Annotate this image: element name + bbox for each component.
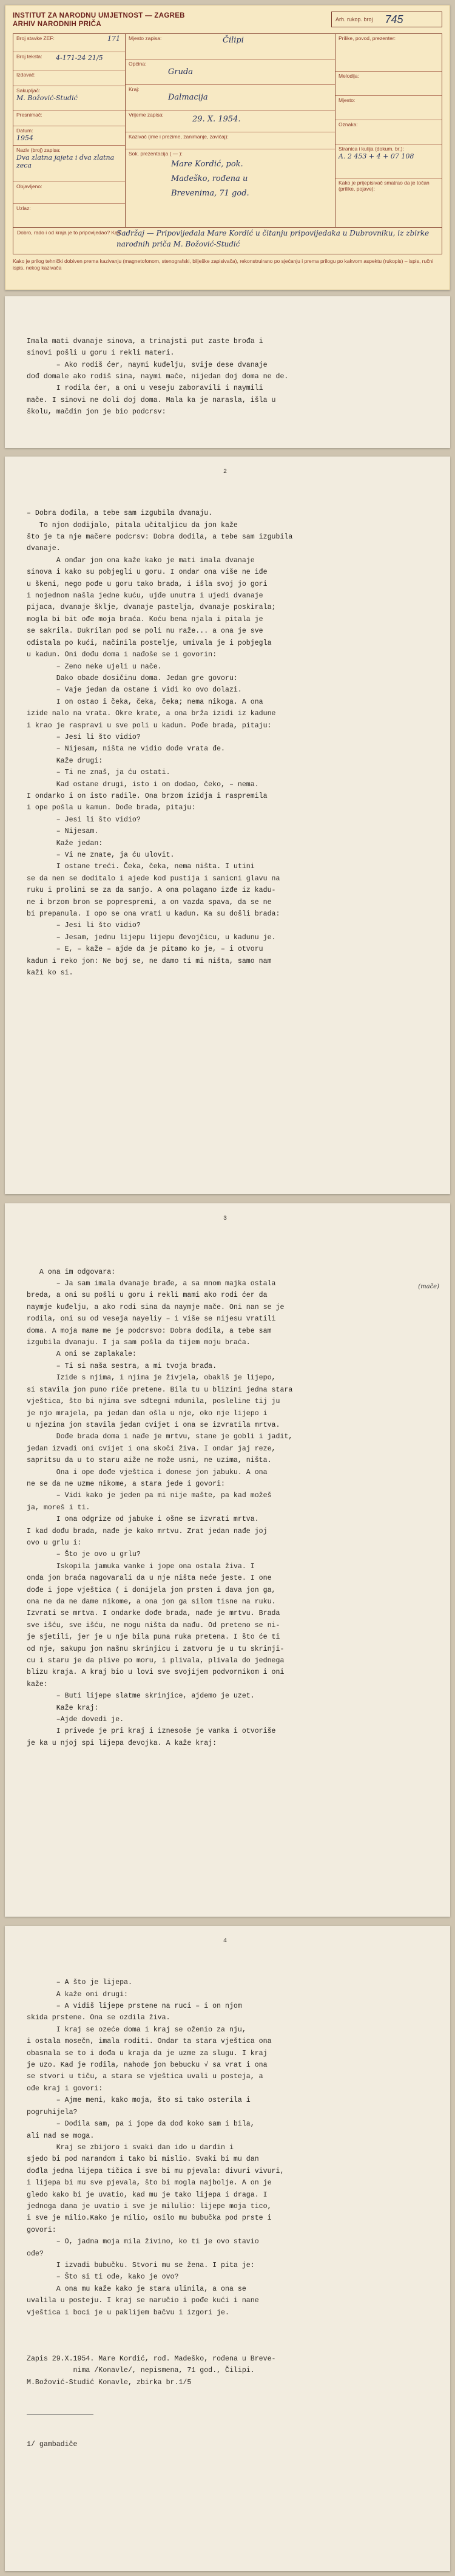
page-2-number: 2: [223, 469, 228, 475]
typed-page-1: [5, 296, 450, 448]
page-3-number: 3: [223, 1215, 228, 1222]
page-4-text: – A što je lijepa. A kaže oni drugi: – A vidiš lijepe prstene na ruci – i on njom skida prstene. Ona se ozdila živa. I kraj se ozeće doma i kraj se oženio za nju, i ostala mosečn, imala roditi. Ondar ta stara vještica ona obasnala se to i dođa u kraja da je uzme za slugu. I kraj je uzo. Kad je rodila, nahode jon bebucku √ sa vrat i ona se stvori u tiču, a stara se vještica uvali u posteja, a ođe kraj i govori: – Ajme meni, kako moja, što si tako osterila i pogruhijela? – Dođila sam, pa i jope da dođ koko sam i bila, ali nad se moga. Kraj se zbijoro i svaki dan ido u dardin i sjedo bi pod narandom i tako bi mislio. Svaki bi mu dan dođla jedna lijepa tičica i sve bi mu pjevala: divuri vivuri, i lijepa bi mu sve pjevala, što bi mogla najbolje. A on je gledo kako bi je uvatio, kad mu je tako lijepa i draga. I jednoga dana je uvatio i sve je milulio: lijepe moja tico, i sve je milio.Kako je milio, osilo mu bubučka pod prste i govori: – O, jadna moja mila živino, ko ti je ovo stavio ođe? I izvadi bubučku. Stvori mu se žena. I pita je: – Što si ti ođe, kako je ovo? A ona mu kaže kako je stara ulinila, a ona se uvalila u posteju. I kraj se naručio i pođe kući i nane vještica i boci je u paklijem bačvu i izgori je.: [27, 1979, 285, 2317]
field-page-box: Stranica i kutija (dokum. br.): A. 2 453 + 4 + 07 108: [335, 144, 442, 178]
left-column: [13, 34, 126, 227]
inventory-value: 745: [385, 13, 403, 25]
page-2-text: – Dobra dođila, a tebe sam izgubila dvanaju. To njon dodijalo, pitala učitaljicu da jon kaže što je ta nje mačere podcrsv: Dobra dođila, a tebe sam izgubila dvanaje. A onđar jon ona kaže kako je mati imala dvanaje sinova i kako su pobjegli u goru. I ondar ona više ne iđe u škeni, nego pođe u goru tako brada, i išla svoj jo gori i nojednom našla jedne kuću, ujđe unutra i ujedi dvanaje pijaca, dvanaje šklje, dvanaje pastelja, dvanaje poskirala; mogla bi bit ođe moja braća. Koću bena njala i pitala je se sakrila. Dukrilan pod se poli nu raže... a ona je sve ođistala po kući, načinila postelje, umivala je i pobjegla u kadun. Oni dođu doma i nađoše se i govorin: – Zeno neke ujeli u nače. Dako obade dosičinu doma. Jedan gre govoru: – Vaje jedan da ostane i vidi ko ovo dolazi. I on ostao i čeka, čeka, čeka; nema nikoga. A ona izide nalo na vrata. Okre krate, a ona brža izidi iz kadune i krao je raspravi u sve poli u kadun. Pođe brada, pitaju: – Jesi li što vidio? – Nijesam, ništa ne vidio dođe vrata đe. Kaže drugi: – Ti ne znaš, ja ću ostati. Kad ostane drugi, isto i on dodao, čeko, – nema. I ondarko i on isto radile. Ona brzom izidja i raspremila i ope pošla u kamun. Dođe brada, pitaju: – Jesi li što vidio? – Nijesam. Kaže jedan: – Vi ne znate, ja ću ulovit. I ostane treći. Čeka, čeka, nema ništa. I utini se da nen se doditalo i ajede kod pustija i sanicni glavu na ruku i prolini se za da sanjo. A ona polagano izđe iz kadu- ne i brzom bron se poprespremi, a on vazda spava, da se ne bi prepanula. I opo se ona vrati u kadun. Ka su došli brada: – Jesi li što vidio? – Jesam, jednu lijepu lijepu đevojčicu, u kadunu je. – E, – kaže – ajde da je pitamo ko je, – i otvoru kadun i reko jon: Ne boj se, ne damo ti mi ništa, samo nam kaži ko si.: [27, 509, 293, 977]
typed-page-2: [5, 457, 450, 1194]
bottom-value: Sadržaj — Pripovijedala Mare Kordić u čitanju pripovijedaka u Dubrovniku, iz zbirke narodnih priča M. Božović-Studić: [116, 229, 430, 248]
page-3-text: A ona im odgovara: – Ja sam imala dvanaje brađe, a sa mnom majka ostala breda, a oni su pošli u goru i rekli mami ako rodi ćer da naymje kuđelju, a ako rodi sina da naymje mače. Oni nan se je rodila, oni su od veseja nayeliy – i više se nijesu vratili doma. A moja mame me je podcrsvo: Dobra dođila, a tebe sam izgubila dvanaju. I ja sam pošla da tijem moju braća. A oni se zaplakale: – Ti si naša sestra, a mi tvoja brađa. Izide s njima, i njima je živjela, obaklš je lijepo, si stavila jon puno riče pretene. Bila tu u blizini jedna stara vještica, što bi njima sve sdtegni mdunila, posleline tij ju je njo mrajela, pa jedan dan ošla u nje, oko nje lijepo i u njezina jon stavila jedan cvijet i ona se izvratila mrtva. Dođe brada doma i nađe je mrtvu, stane je gobli i jadit, jedan izvadi oni cvijet i ona skoči živa. I ondar jaj reze, sapritsu da u to staru aiže ne može usni, ne uzima, ništa. Ona i ope dođe vještica i donese jon jabuku. A ona ne se da ne uzme nikome, a stara jede i govori: – Vidi kako je jeden pa mi nije mašte, pa kad možeš ja, moreš i ti. I ona odgrize od jabuke i ošne se izvrati mrtva. I kad dođu brada, nađe je kako mrtvu. Zrat jedan nađe joj ovo u grlu i: – Što je ovo u grlu? Iskopila jamuka vanke i jope ona ostala živa. I onda jon braća nagovarali da u nje ništa neće jeste. I one dođe i jope vještica ( i donijela jon prsten i dava jon ga, ona ne da ne dame nikome, a ona jon ga silom tisne na ruku. Izvrati se mrtva. I ondarke dođe brada, nađe je mrtvu. Brada sve išću, sve išću, ne mogu ništa da nađu. Od preteno se ni- je sjetili, jer je u nje bila puna ruka pretena. I što će ti od nje, sakupu jon našnu skrinjicu i zatvoru je u tu skrinji- cu i staru je da plive po moru, i plivala, plivala do jednega blizu kraja. A kraj bio u lovi sve svojijem podvornikom i oni kaže: – Buti lijepe slatme skrinjice, ajdemo je uzet. Kaže kraj: –Ajde dovedi je. I privede je pri kraj i iznesoše je vanka i otvoriše je ka u njoj spi lijepa đevojka. A kaže kraj:: [27, 1268, 293, 1747]
field-text-number: Broj teksta: 4-171-24 21/5: [13, 52, 125, 70]
margin-annotation: (mače): [418, 1283, 439, 1290]
field-transcriber: Presnimač:: [13, 110, 125, 126]
field-publisher: Izdavač:: [13, 70, 125, 86]
field-published: Objavljeno:: [13, 182, 125, 204]
field-location: Mjesto:: [335, 96, 442, 120]
bottom-row: [13, 228, 442, 254]
card-footer-note: Kako je prilog tehnički dobiven prema kazivanju (magnetofonom, stenografski, bilješke zapisivača), rekonstruirano po sjećanju i prema prilogu po kakvom aspektu (rukopis) – ispis, ručni ispis, nekog kazivača: [13, 258, 434, 271]
card-field-grid: [13, 33, 442, 228]
page-1-text: Imala mati dvanaje sinova, a trinajsti put zaste brođa i sinovi pošli u goru i rekli materi. – Ako rodiš ćer, naymi kuđelju, svije dese dvanaje dođ domale ako rodiš sina, naymi mače, nijedan doj doma ne de. I rodila ćer, a oni u veseju zaboravili i naymili mače. I sinovi ne doli doj doma. Mala ka je narasla, išla u školu, mačdin jon je bio podcrsv:: [27, 337, 289, 416]
field-region: Kraj: Dalmacija: [126, 85, 335, 110]
field-title: Naziv (broj) zapisa: Dva zlatna jajeta i dva zlatna zeca: [13, 146, 125, 182]
field-narrator: Sok. prezentacija ( — ): Mare Kordić, pok. Madeško, rođena u Brevenima, 71 god.: [129, 151, 249, 198]
inventory-label: Arh. rukop. broj: [335, 16, 373, 22]
right-column: [335, 34, 442, 227]
archive-name: ARHIV NARODNIH PRIČA: [13, 21, 101, 28]
index-card: [5, 5, 450, 290]
field-melody: Melodija:: [335, 72, 442, 96]
middle-column: [126, 34, 335, 227]
institute-name: INSTITUT ZA NARODNU UMJETNOST — ZAGREB: [13, 12, 185, 19]
institute-header: [13, 12, 185, 29]
page-4-number: 4: [223, 1938, 228, 1945]
typed-page-4: [5, 1926, 450, 2571]
field-date: Datum: 1954: [13, 126, 125, 146]
field-place: Mjesto zapisa: Čilipi: [126, 34, 335, 59]
field-record-time: Vrijeme zapisa: 29. X. 1954.: [126, 110, 335, 132]
typed-page-3: [5, 1203, 450, 1917]
field-input: Uzlaz:: [16, 205, 31, 211]
inventory-box: [331, 12, 442, 27]
field-circumstances: Prilike, povod, prezenter:: [335, 34, 442, 72]
field-municipality: Općina: Gruda: [126, 59, 335, 85]
field-mark: Oznaka:: [335, 120, 442, 144]
field-collector: Sakupljač: M. Božović-Studić: [13, 86, 125, 110]
field-accuracy: Kako je prijepisivač smatrao da je točan (prilike, pojave):: [339, 180, 430, 192]
bottom-label: Dobro, rado i od kraja je to pripovijedao? Kad:: [17, 229, 122, 236]
field-narrator-header: Kazivač (ime i prezime, zanimanje, zavičaj):: [126, 132, 335, 149]
footnote: 1/ gambadiče: [27, 2440, 78, 2449]
record-signature: Zapis 29.X.1954. Mare Kordić, rođ. Madeško, rođena u Breve- nima /Konavle/, nepismena, 71 god., Čilipi. M.Božović-Studić Konavle, zbirka br.1/5: [27, 2354, 276, 2387]
field-zef: Broj stavke ZEF: 171: [13, 34, 125, 52]
